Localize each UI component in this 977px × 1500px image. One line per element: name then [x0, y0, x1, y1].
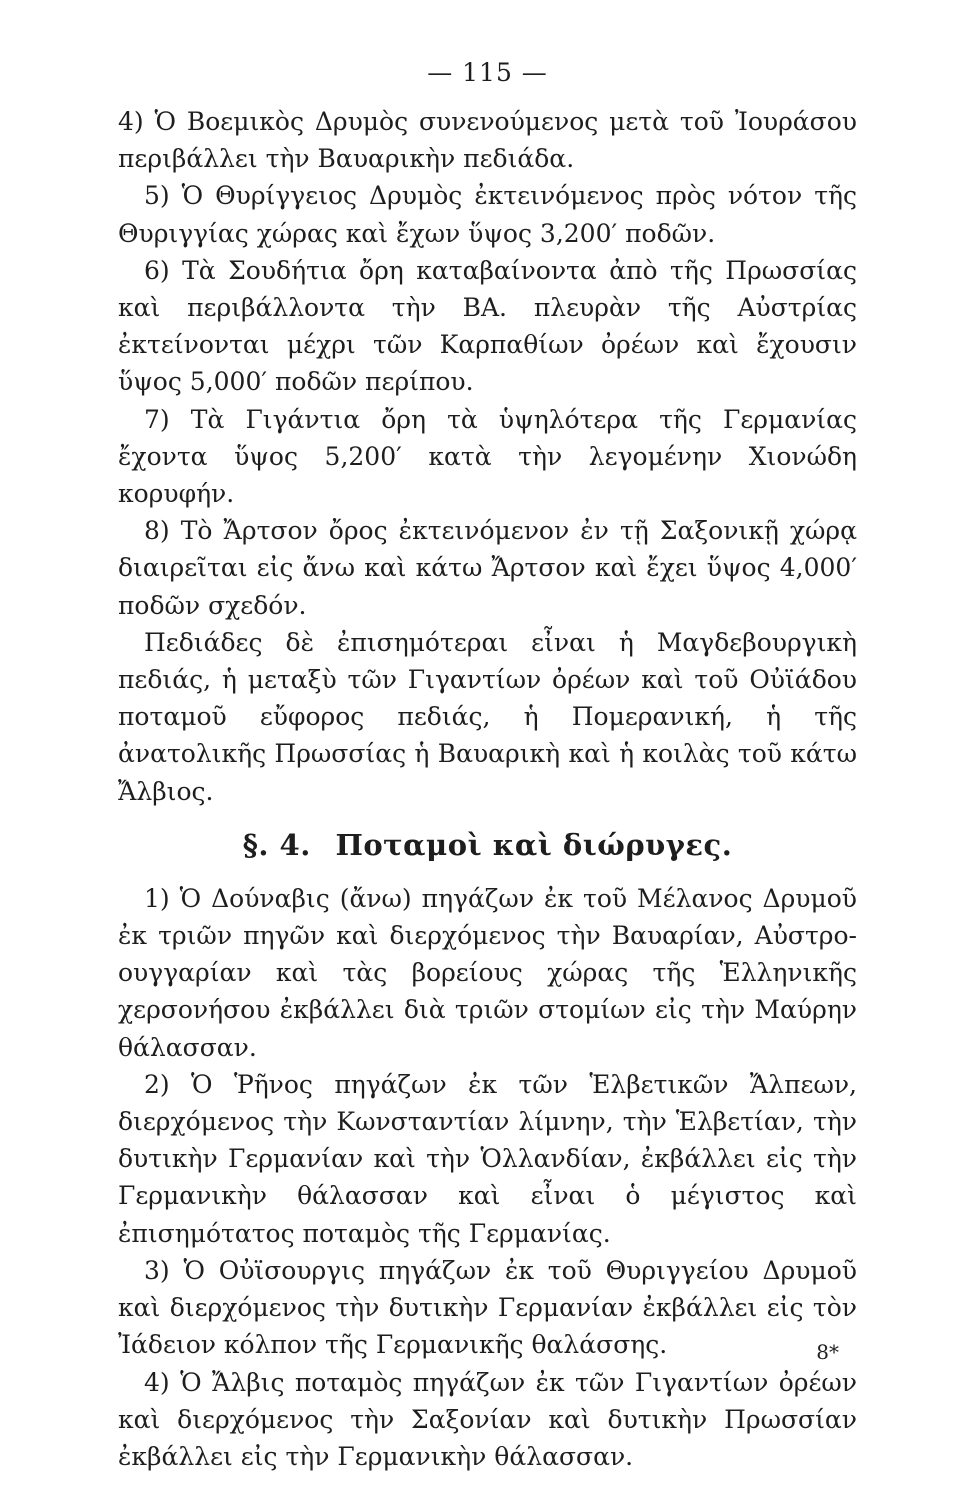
- page-number: — 115 —: [427, 58, 548, 87]
- section-heading: [118, 828, 857, 862]
- paragraph-plains: Πεδιάδες δὲ ἐπισημότεραι εἶναι ἡ Μαγδεβουργικὴ πεδιάς, ἡ μεταξὺ τῶν Γιγαντίων ὀρέων καὶ τοῦ Οὐϊάδου ποταμοῦ εὔφορος πεδιάς, ἡ Πομερανική, ἡ τῆς ἀνατολικῆς Πρωσσίας ἡ Βαυαρικὴ καὶ ἡ κοιλὰς τοῦ κάτω Ἄλβιος.: [118, 627, 857, 806]
- paragraph-sudetes: 6) Τὰ Σουδήτια ὄρη καταβαίνοντα ἀπὸ τῆς Πρωσσίας καὶ περιβάλλοντα τὴν ΒΑ. πλευρὰν τῆς Αὐστρίας ἐκτείνονται μέχρι τῶν Καρπαθίων ὀρέων καὶ ἔχουσιν ὕψος 5,000′ ποδῶν περίπου.: [118, 255, 857, 397]
- signature-mark: 8*: [816, 1340, 839, 1364]
- paragraph-giant-mountains: 7) Τὰ Γιγάντια ὄρη τὰ ὑψηλότερα τῆς Γερμανίας ἔχοντα ὕψος 5,200′ κατὰ τὴν λεγομένην Χιονώδη κορυφήν.: [118, 404, 857, 509]
- paragraph-danube: 1) Ὁ Δούναβις (ἄνω) πηγάζων ἐκ τοῦ Μέλανος Δρυμοῦ ἐκ τριῶν πηγῶν καὶ διερχόμενος τὴν Βαυαρίαν, Αὐστρο-ουγγαρίαν καὶ τὰς βορείους χώρας τῆς Ἑλληνικῆς χερσονήσου ἐκβάλλει διὰ τριῶν στομίων εἰς τὴν Μαύρην θάλασσαν.: [118, 883, 857, 1062]
- section-title: Ποταμοὶ καὶ διώρυγες.: [335, 827, 733, 862]
- section-number: §. 4.: [242, 827, 311, 862]
- paragraph-bohemian-forest: 4) Ὁ Βοεμικὸς Δρυμὸς συνενούμενος μετὰ τοῦ Ἰουράσου περιβάλλει τὴν Βαυαρικὴν πεδιάδα.: [118, 107, 857, 174]
- paragraph-thuringian-forest: 5) Ὁ Θυρίγγειος Δρυμὸς ἐκτεινόμενος πρὸς νότον τῆς Θυριγγίας χώρας καὶ ἔχων ὕψος 3,200′ ποδῶν.: [118, 181, 857, 248]
- mountains-list: [118, 103, 857, 810]
- paragraph-weser: 3) Ὁ Οὐϊσουργις πηγάζων ἐκ τοῦ Θυριγγείου Δρυμοῦ καὶ διερχόμενος τὴν δυτικὴν Γερμανίαν ἐκβάλλει εἰς τὸν Ἰάδειον κόλπον τῆς Γερμανικῆς θαλάσσης.: [118, 1255, 857, 1360]
- paragraph-rhine: 2) Ὁ Ῥῆνος πηγάζων ἐκ τῶν Ἑλβετικῶν Ἄλπεων, διερχόμενος τὴν Κωνσταντίαν λίμνην, τὴν Ἑλβετίαν, τὴν δυτικὴν Γερμανίαν καὶ τὴν Ὁλλανδίαν, ἐκβάλλει εἰς τὴν Γερμανικὴν θάλασσαν καὶ εἶναι ὁ μέγιστος καὶ ἐπισημότατος ποταμὸς τῆς Γερμανίας.: [118, 1069, 857, 1248]
- paragraph-ore-mountains: 8) Τὸ Ἄρτσον ὄρος ἐκτεινόμενον ἐν τῇ Σαξονικῇ χώρᾳ διαιρεῖται εἰς ἄνω καὶ κάτω Ἄρτσον καὶ ἔχει ὕψος 4,000′ ποδῶν σχεδόν.: [118, 516, 857, 620]
- paragraph-elbe: 4) Ὁ Ἄλβις ποταμὸς πηγάζων ἐκ τῶν Γιγαντίων ὀρέων καὶ διερχόμενος τὴν Σαξονίαν καὶ δυτικὴν Πρωσσίαν ἐκβάλλει εἰς τὴν Γερμανικὴν θάλασσαν.: [118, 1367, 857, 1471]
- rivers-list: [118, 880, 857, 1475]
